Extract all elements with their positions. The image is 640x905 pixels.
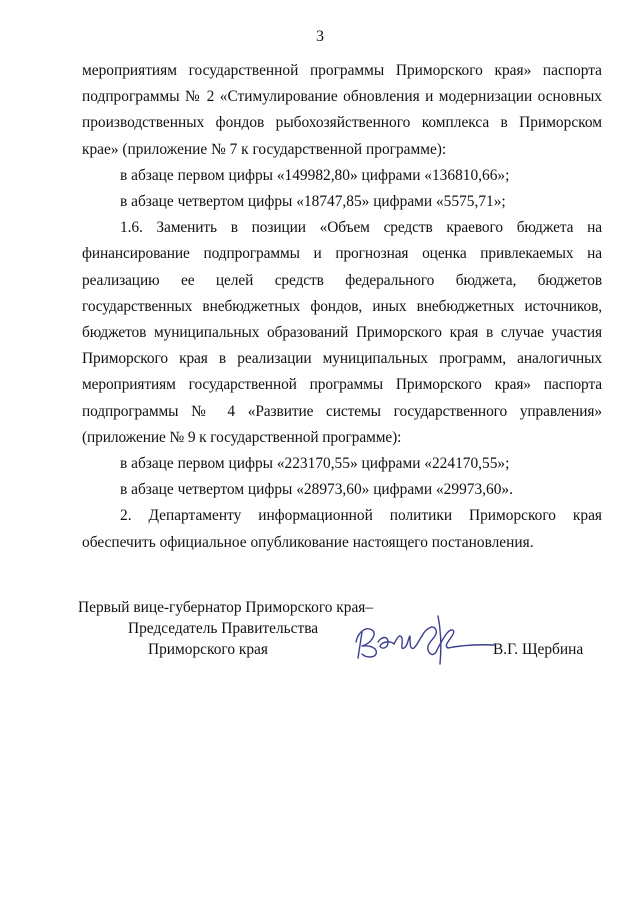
signatory-title-line1: Первый вице-губернатор Приморского края– [78, 599, 374, 616]
signatory-title-line3: Приморского края [148, 641, 268, 658]
paragraph-subprogram-2: мероприятиям государственной программы Приморского края» паспорта подпрограммы № 2 «Стимулирование обновления и модернизации основных производственных фондов рыбохозяйственного комплекса в Приморском крае» (приложение № 7 к государственной программе): [82, 62, 602, 158]
page-number: 3 [316, 28, 324, 45]
paragraph-fourth-abzac-1: в абзаце четвертом цифры «18747,85» цифрами «5575,71»; [120, 193, 506, 211]
paragraph-fourth-abzac-2: в абзаце четвертом цифры «28973,60» цифрами «29973,60». [120, 481, 513, 499]
document-body [82, 58, 602, 556]
signatory-name: В.Г. Щербина [493, 641, 584, 658]
signature-block [78, 598, 618, 678]
signatory-title-line2: Председатель Правительства [128, 620, 319, 637]
paragraph-item-1-6: 1.6. Заменить в позиции «Объем средств краевого бюджета на финансирование подпрограммы и прогнозная оценка привлекаемых на реализацию ее целей средств федерального бюджета, бюджетов государственных внебюджетных фондов, иных внебюджетных источников, бюджетов муниципальных образований Приморского края в случае участия Приморского края в реализации муниципальных программ, аналогичных мероприятиям государственной программы Приморского края» паспорта подпрограммы № 4 «Развитие системы государственного управления» (приложение № 9 к государственной программе): [82, 219, 602, 446]
paragraph-first-abzac-2: в абзаце первом цифры «223170,55» цифрами «224170,55»; [120, 455, 510, 473]
paragraph-first-abzac-1: в абзаце первом цифры «149982,80» цифрами «136810,66»; [120, 166, 510, 184]
paragraph-item-2: 2. Департаменту информационной политики Приморского края обеспечить официальное опубликование настоящего постановления. [82, 507, 602, 551]
handwritten-signature [348, 612, 498, 668]
